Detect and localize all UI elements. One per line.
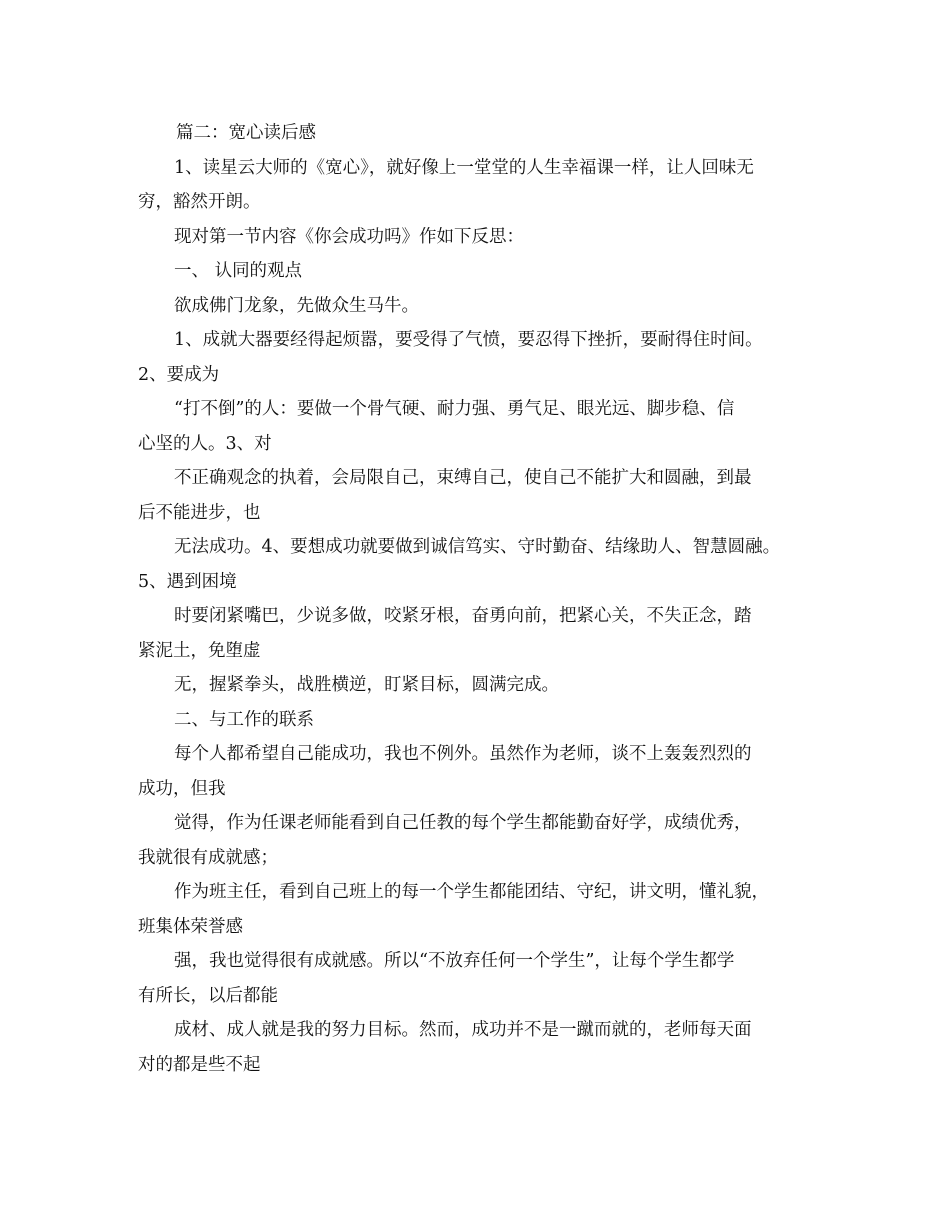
text-line: 无法成功。4、要想成功就要做到诚信笃实、守时勤奋、结缘助人、智慧圆融。	[174, 537, 781, 557]
text-line: 有所长，以后都能	[138, 985, 278, 1006]
text-line: 一、 认同的观点	[174, 261, 303, 281]
text-line: 强，我也觉得很有成就感。所以“不放弃任何一个学生”，让每个学生都学	[174, 951, 735, 971]
text-line: 无，握紧拳头，战胜横逆，盯紧目标，圆满完成。	[174, 675, 559, 695]
text-line: 成材、成人就是我的努力目标。然而，成功并不是一蹴而就的，老师每天面	[174, 1020, 752, 1040]
text-line: 欲成佛门龙象，先做众生马牛。	[174, 295, 419, 316]
document-body	[138, 116, 828, 1082]
text-line: 现对第一节内容《你会成功吗》作如下反思：	[174, 226, 524, 247]
text-line: 成功，但我	[138, 778, 226, 799]
text-line: 我就很有成就感；	[138, 847, 278, 868]
text-line: 班集体荣誉感	[138, 916, 243, 937]
text-line: 每个人都希望自己能成功，我也不例外。虽然作为老师，谈不上轰轰烈烈的	[174, 744, 752, 764]
text-line: 对的都是些不起	[138, 1054, 261, 1075]
text-line: 2、要成为	[138, 364, 220, 385]
text-line: 1、成就大器要经得起烦嚣，要受得了气愤，要忍得下挫折，要耐得住时间。	[174, 330, 763, 350]
text-line: 后不能进步，也	[138, 502, 261, 523]
document-title: 篇二：宽心读后感	[176, 123, 316, 143]
text-line: 不正确观念的执着，会局限自己，束缚自己，使自己不能扩大和圆融，到最	[174, 468, 752, 488]
text-line: 穷，豁然开朗。	[138, 192, 261, 212]
text-line: 1、读星云大师的《宽心》，就好像上一堂堂的人生幸福课一样，让人回味无	[174, 157, 754, 178]
text-line: 二、与工作的联系	[174, 709, 314, 730]
text-line: 心坚的人。3、对	[138, 433, 272, 454]
text-line: 觉得，作为任课老师能看到自己任教的每个学生都能勤奋好学，成绩优秀，	[174, 813, 752, 833]
text-line: 作为班主任，看到自己班上的每一个学生都能团结、守纪，讲文明，懂礼貌，	[174, 882, 769, 902]
text-line: 紧泥土，免堕虚	[138, 640, 261, 661]
text-line: “打不倒”的人：要做一个骨气硬、耐力强、勇气足、眼光远、脚步稳、信	[174, 399, 735, 419]
text-line: 5、遇到困境	[138, 571, 237, 592]
text-line: 时要闭紧嘴巴，少说多做，咬紧牙根，奋勇向前，把紧心关，不失正念，踏	[174, 606, 752, 626]
